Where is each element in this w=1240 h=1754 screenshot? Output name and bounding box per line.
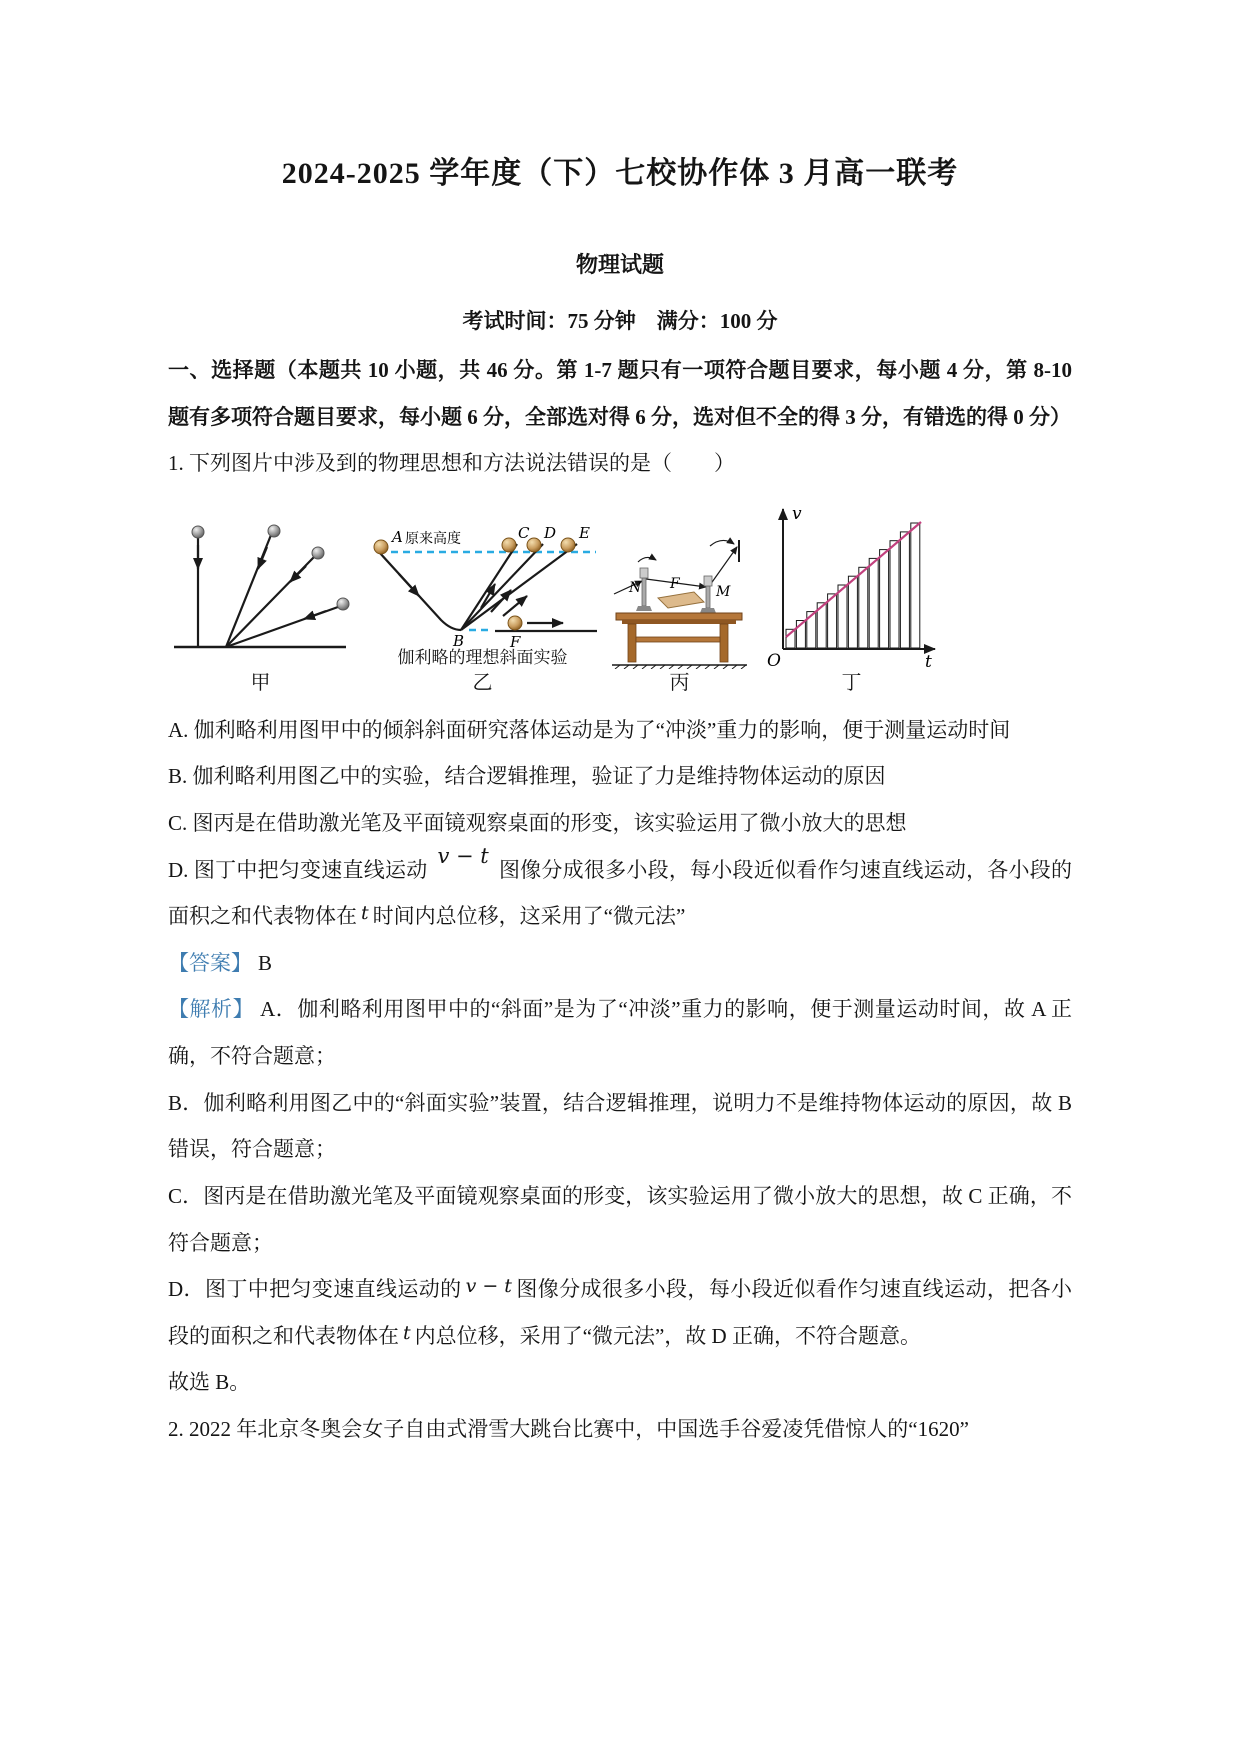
exam-info: 考试时间：75 分钟 满分：100 分 — [462, 309, 778, 333]
figure-jia-label: 甲 — [250, 671, 271, 694]
v-t-graph — [759, 497, 944, 669]
ball-c — [502, 538, 516, 552]
galileo-incline-diagram — [365, 518, 600, 650]
figure-bing-label: 丙 — [669, 671, 690, 694]
analysis-d: D．图丁中把匀变速直线运动的 v − t 图像分成很多小段，每小段近似看作匀速直线运动，把各小段的面积之和代表物体在 t 内总位移，采用了“微元法”，故 D 正确，不符合题意。 — [168, 1266, 1072, 1359]
falling-ball — [192, 526, 204, 538]
v-axis-label: v — [792, 503, 802, 524]
laser-mirror-table-diagram — [612, 534, 747, 669]
analysis-b: B．伽利略利用图乙中的“斜面实验”装置，结合逻辑推理，说明力不是维持物体运动的原因，故 B 错误，符合题意； — [168, 1090, 1072, 1162]
ball-f — [508, 616, 522, 630]
v-t-formula: v − t — [465, 1275, 512, 1298]
point-a-label: A — [392, 528, 403, 547]
original-height-label: 原来高度 — [405, 532, 461, 548]
option-c: C. 图丙是在借助激光笔及平面镜观察桌面的形变，该实验运用了微小放大的思想 — [168, 811, 907, 836]
v-t-formula: v − t — [437, 843, 489, 868]
option-b: B. 伽利略利用图乙中的实验，结合逻辑推理，验证了力是维持物体运动的原因 — [168, 764, 886, 789]
point-f-label: F — [510, 633, 521, 651]
exam-subject: 物理试题 — [575, 252, 664, 277]
mirror-stand-m — [706, 586, 710, 608]
ball-a — [374, 540, 388, 554]
question-1-stem: 1. 下列图片中涉及到的物理思想和方法说法错误的是（ ） — [168, 451, 735, 476]
point-n-label: N — [629, 579, 642, 596]
t-variable: t — [403, 1321, 411, 1344]
question-2-stem: 2. 2022 年北京冬奥会女子自由式滑雪大跳台比赛中，中国选手谷爱凌凭借惊人的“1620” — [168, 1416, 969, 1441]
inclined-planes-diagram — [168, 519, 353, 669]
book-on-table — [658, 592, 704, 608]
mirror-stand-n — [642, 578, 646, 606]
figure-jia — [168, 519, 353, 695]
figure-yi-caption: 伽利略的理想斜面实验 — [397, 648, 568, 668]
figure-yi-label: 乙 — [472, 671, 493, 694]
question-1-figures — [168, 497, 1072, 695]
point-d-label: D — [544, 524, 557, 543]
page-title: 2024-2025 学年度（下）七校协作体 3 月高一联考 — [281, 157, 959, 190]
analysis-c: C．图丙是在借助激光笔及平面镜观察桌面的形变，该实验运用了微小放大的思想，故 C 正确，不符合题意； — [168, 1183, 1072, 1255]
table-top — [616, 613, 742, 620]
ball-e — [561, 538, 575, 552]
origin-label: O — [767, 650, 781, 669]
point-e-label: E — [579, 524, 590, 543]
point-b-label: B — [453, 632, 465, 651]
figure-yi — [365, 518, 600, 694]
option-d: D. 图丁中把匀变速直线运动v − t图像分成很多小段，每小段近似看作匀速直线运动，各小段的面积之和代表物体在 t 时间内总位移，这采用了“微元法” — [168, 847, 1072, 940]
point-f-label: F — [670, 575, 680, 592]
t-axis-label: t — [925, 651, 932, 669]
point-m-label: M — [716, 583, 731, 600]
figure-ding — [759, 497, 944, 695]
analysis-a: 【解析】 A．伽利略利用图甲中的“斜面”是为了“冲淡”重力的影响，便于测量运动时间，故 A 正确，不符合题意； — [168, 997, 1073, 1069]
answer-label: 【答案】 — [168, 950, 252, 975]
option-d-text: D. 图丁中把匀变速直线运动 — [168, 857, 428, 882]
analysis-label: 【解析】 — [168, 997, 255, 1022]
t-variable: t — [361, 902, 369, 925]
answer-line — [168, 940, 1072, 987]
point-c-label: C — [518, 524, 530, 543]
section-instructions: 一、选择题（本题共 10 小题，共 46 分。第 1-7 题只有一项符合题目要求，每小题 4 分，第 8-10 题有多项符合题目要求，每小题 6 分，全部选对得 6 分，选对但不全的得 3 分，有错选的得 0 分） — [168, 358, 1072, 429]
option-a: A. 伽利略利用图甲中的倾斜斜面研究落体运动是为了“冲淡”重力的影响，便于测量运动时间 — [168, 717, 1011, 742]
answer-value: B — [258, 950, 273, 975]
figure-ding-label: 丁 — [841, 671, 862, 694]
analysis-conclusion: 故选 B。 — [168, 1370, 251, 1395]
figure-bing — [612, 534, 747, 695]
